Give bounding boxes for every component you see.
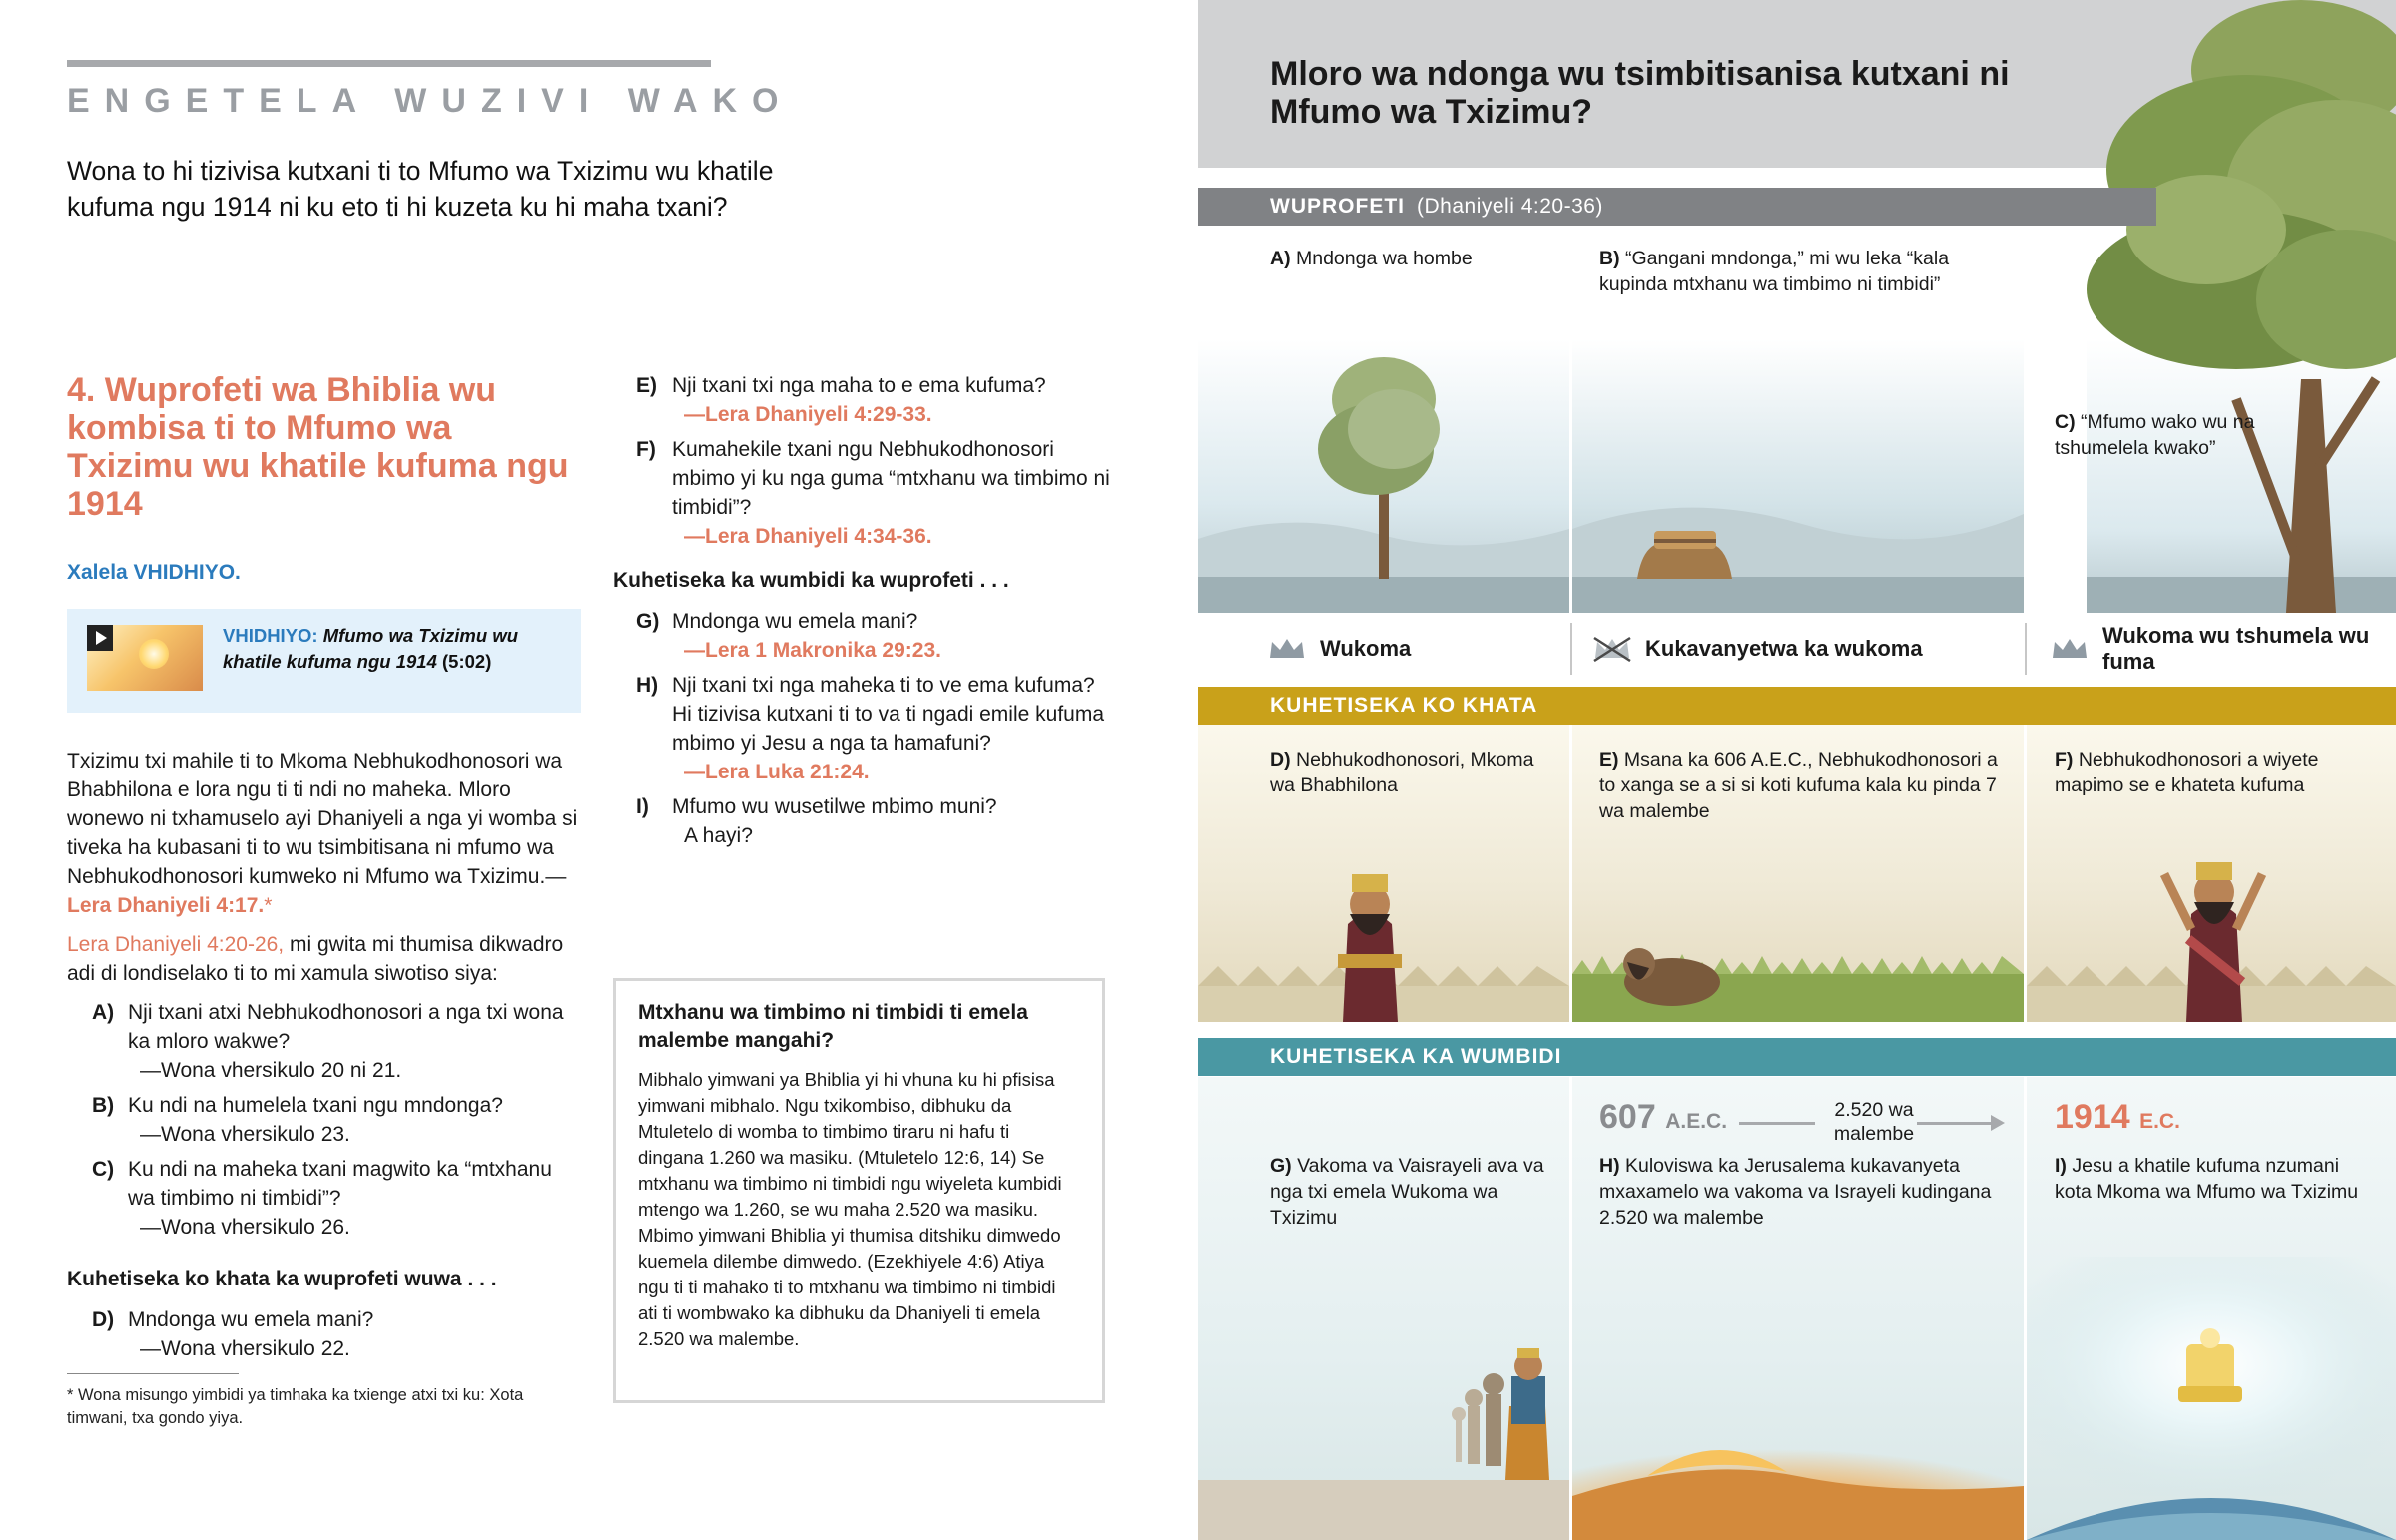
year-value: 607 [1599,1098,1656,1136]
timeline-line-right [1917,1122,1993,1125]
question-letter: I) [636,795,649,818]
question-reference: —Wona vhersikulo 23. [140,1123,350,1146]
lesson-heading: 4. Wuprofeti wa Bhiblia wu kombisa ti to Mfumo wa Txizimu wu khatile kufuma ngu 1914 [67,371,569,523]
label-i [2055,1153,2364,1205]
year-607 [1599,1098,1727,1137]
question-item [636,371,1112,429]
intro-question: Wona to hi tizivisa kutxani ti to Mfumo wa Txizimu wu khatile kufuma ngu 1914 ni ku eto ti hi kuzeta ku hi maha txani? [67,156,774,222]
subheading-first-fulfillment: Kuhetiseka ko khata ka wuprofeti wuwa . . . [67,1268,497,1290]
panel-divider [1569,1077,1572,1540]
year-1914 [2055,1098,2180,1137]
question-text: Nji txani atxi Nebhukodhonosori a nga txi wona ka mloro wakwe? [128,1001,564,1053]
kingship-status-row [1198,613,2396,685]
label-e [1599,747,2009,824]
video-thumbnail[interactable] [87,625,203,691]
question-item [636,607,1112,665]
question-item [636,435,1112,551]
question-followup: A hayi? [684,824,753,847]
video-label: VHIDHIYO: [223,625,318,646]
scripture-link[interactable]: Lera Dhaniyeli 4:17. [67,894,265,917]
question-item [92,998,581,1085]
band-prophecy-label: WUPROFETI [1270,195,1405,218]
question-text: Mndonga wu emela mani? [128,1308,374,1331]
question-text: Mfumo wu wusetilwe mbimo muni? [672,795,997,818]
paragraph-text: mi gwita mi thumisa dikwadro adi di londiselako ti to mi xamula siwotiso siya: [67,933,564,985]
label-text: Msana ka 606 A.E.C., Nebhukodhonosori a to xanga se a si si koti kufuma kala ku pinda 7 wa malembe [1599,749,1998,822]
label-f [2055,747,2384,798]
footnote: * Wona misungo yimbidi ya timhaka ka txienge atxi txi ku: Xota timwani, txa gondo yiya. [67,1386,524,1427]
video-caption [223,623,562,675]
label-h [1599,1153,2009,1231]
label-b [1599,246,1999,297]
question-text: Ku ndi na humelela txani ngu mndonga? [128,1094,503,1117]
large-tree-illustration [2087,0,2396,613]
play-icon[interactable] [87,625,113,651]
crown-icon [1268,636,1306,662]
label-letter: H) [1599,1155,1620,1177]
question-item [636,671,1112,786]
label-text: “Gangani mndonga,” mi wu leka “kala kupinda mtxhanu wa timbimo ni timbidi” [1599,248,1950,295]
question-letter: B) [92,1094,115,1117]
question-letter: F) [636,438,656,461]
video-duration: (5:02) [442,651,492,672]
label-letter: D) [1270,749,1291,770]
crossed-crown-icon [1593,636,1631,662]
sidebar-box [613,978,1105,1403]
section-kicker: ENGETELA WUZIVI WAKO [67,82,794,120]
label-g [1270,1153,1549,1231]
panel-divider [2024,725,2027,1022]
status-label: Wukoma [1320,636,1412,661]
body-paragraph-1 [67,747,581,920]
band-first-fulfillment: KUHETISEKA KO KHATA [1198,687,2396,725]
middle-column [613,371,1112,856]
label-text: Nebhukodhonosori a wiyete mapimo se e khateta kufuma [2055,749,2319,796]
scripture-link[interactable]: —Lera Luka 21:24. [684,761,870,783]
question-list-abc [67,998,581,1242]
sidebar-box-text: Mibhalo yimwani ya Bhiblia yi hi vhuna ku hi pfisisa yimwani mibhalo. Ngu txikombiso, dibhuku da Mtuletelo di womba to timbimo tiraru ni hafu ti dingana 1.260 wa masiku. (Mtuletelo 12:6, 14) Se mtxhanu wa timbimo ni timbidi ngu wiyeleta kumbidi mtengo wa 1.260, se wu maha 2.520 wa masiku. Mbimo yimwani Bhiblia yi thumisa ditshiku dimwedo kuemela dilembe dimwedo. (Ezekhiyele 4:6) Atiya ngu ti ti mahako ti to mtxhanu wa timbimo ni timbidi ati ti wombwako ka dibhuku da Dhaniyeli ti emela 2.520 wa malembe. [638,1069,1062,1349]
greater-fulfillment-illustration [1198,1077,2396,1540]
band-prophecy [1198,188,2156,226]
scripture-link[interactable]: Lera Dhaniyeli 4:20-26, [67,933,285,956]
question-text: Ku ndi na maheka txani magwito ka “mtxhanu wa timbimo ni timbidi”? [128,1158,552,1210]
sidebar-box-title: Mtxhanu wa timbimo ni timbidi ti emela malembe mangahi? [638,1001,1028,1052]
question-reference: —Wona vhersikulo 20 ni 21. [140,1059,402,1082]
label-text: Jesu a khatile kufuma nzumani kota Mkoma wa Mfumo wa Txizimu [2055,1155,2359,1203]
question-reference: —Wona vhersikulo 26. [140,1216,350,1239]
label-letter: I) [2055,1155,2067,1177]
question-letter: G) [636,610,660,633]
watch-video-link[interactable]: Xalela VHIDHIYO. [67,561,241,584]
label-text: Mndonga wa hombe [1296,248,1473,269]
crown-icon [2051,636,2089,662]
label-letter: B) [1599,248,1620,269]
band-greater-fulfillment: KUHETISEKA KA WUMBIDI [1198,1038,2396,1076]
stump-scene [1572,339,2024,613]
question-reference: —Wona vhersikulo 22. [140,1337,350,1360]
chart-title: Mloro wa ndonga wu tsimbitisanisa kutxani ni Mfumo wa Txizimu? [1270,55,2010,131]
label-letter: C) [2055,411,2076,433]
status-restored [2051,613,2380,685]
footnote-marker[interactable]: * [264,894,273,917]
band-prophecy-reference: (Dhaniyeli 4:20-36) [1417,195,1603,218]
question-item [92,1155,581,1242]
question-item [636,792,1112,850]
right-page [1198,0,2396,1540]
arrow-right-icon [1991,1115,2005,1131]
status-kingship [1268,613,1411,685]
question-letter: C) [92,1158,115,1181]
label-letter: G) [1270,1155,1292,1177]
scripture-link[interactable]: —Lera Dhaniyeli 4:34-36. [684,525,932,548]
throne-glow-icon [139,639,169,669]
label-text: Nebhukodhonosori, Mkoma wa Bhabhilona [1270,749,1534,796]
panel-divider [2024,1077,2027,1540]
body-paragraph-2 [67,930,581,988]
label-letter: F) [2055,749,2074,770]
question-text: Kumahekile txani ngu Nebhukodhonosori mbimo yi ku nga guma “mtxhanu wa timbimo ni timbidi”? [672,438,1110,519]
scripture-link[interactable]: —Lera 1 Makronika 29:23. [684,639,941,662]
question-letter: H) [636,674,659,697]
question-text: Nji txani txi nga maha to e ema kufuma? [672,374,1046,397]
video-title[interactable]: Mfumo wa Txizimu wu khatile kufuma ngu 1914 [223,625,519,672]
question-item [92,1091,581,1149]
video-card[interactable] [67,609,581,713]
timeline-line-left [1739,1122,1815,1125]
king-grazing-figure-e [1623,948,1720,1006]
subheading-greater-fulfillment: Kuhetiseka ka wumbidi ka wuprofeti . . . [613,569,1009,592]
footnote-rule [67,1373,239,1374]
panel-divider [1569,725,1572,1022]
question-letter: E) [636,374,657,397]
question-letter: A) [92,1001,115,1024]
status-divider [1570,623,1572,675]
label-text: “Mfumo wako wu na tshumelela kwako” [2055,411,2255,459]
label-letter: E) [1599,749,1619,770]
year-value: 1914 [2055,1098,2130,1136]
tree-scene [1198,339,1569,613]
king-figure-d [1338,874,1402,1022]
year-era: A.E.C. [1665,1110,1728,1133]
label-d [1270,747,1549,798]
section-top-rule [67,60,711,67]
question-text: Nji txani txi nga maheka ti to ve ema kufuma? Hi tizivisa kutxani ti to va ti ngadi emile kufuma mbimo yi Jesu a nga ta hamafuni? [672,674,1105,755]
status-divider [2025,623,2027,675]
label-text: Vakoma va Vaisrayeli ava va nga txi emela Wukoma wa Txizimu [1270,1155,1544,1229]
paragraph-text: Txizimu txi mahile ti to Mkoma Nebhukodhonosori wa Bhabhilona e lora ngu ti ti ndi no maheka. Mloro wonewo ni txhamuselo ayi Dhaniyeli a nga yi womba si tiveka ha kubasani ti to wu tsimbitisana ni mfumo wa Nebhukodhonosori kumweko ni Mfumo wa Txizimu.— [67,750,578,888]
left-column [67,371,581,1430]
status-label: Kukavanyetwa ka wukoma [1645,636,1923,661]
label-letter: A) [1270,248,1291,269]
timeline-years-span: 2.520 wa malembe [1833,1099,1915,1145]
question-letter: D) [92,1308,115,1331]
israelite-kings-figures [1452,1348,1549,1480]
label-a [1270,246,1569,271]
question-item [92,1305,581,1363]
label-text: Kuloviswa ka Jerusalema kukavanyeta mxaxamelo wa vakoma va Israyeli kudingana 2.520 wa malembe [1599,1155,1992,1229]
label-c [2055,409,2314,461]
scripture-link[interactable]: —Lera Dhaniyeli 4:29-33. [684,403,932,426]
status-label: Wukoma wu tshumela wu fuma [2102,623,2370,674]
question-text: Mndonga wu emela mani? [672,610,918,633]
status-interrupted [1593,613,1923,685]
year-era: E.C. [2139,1110,2180,1133]
